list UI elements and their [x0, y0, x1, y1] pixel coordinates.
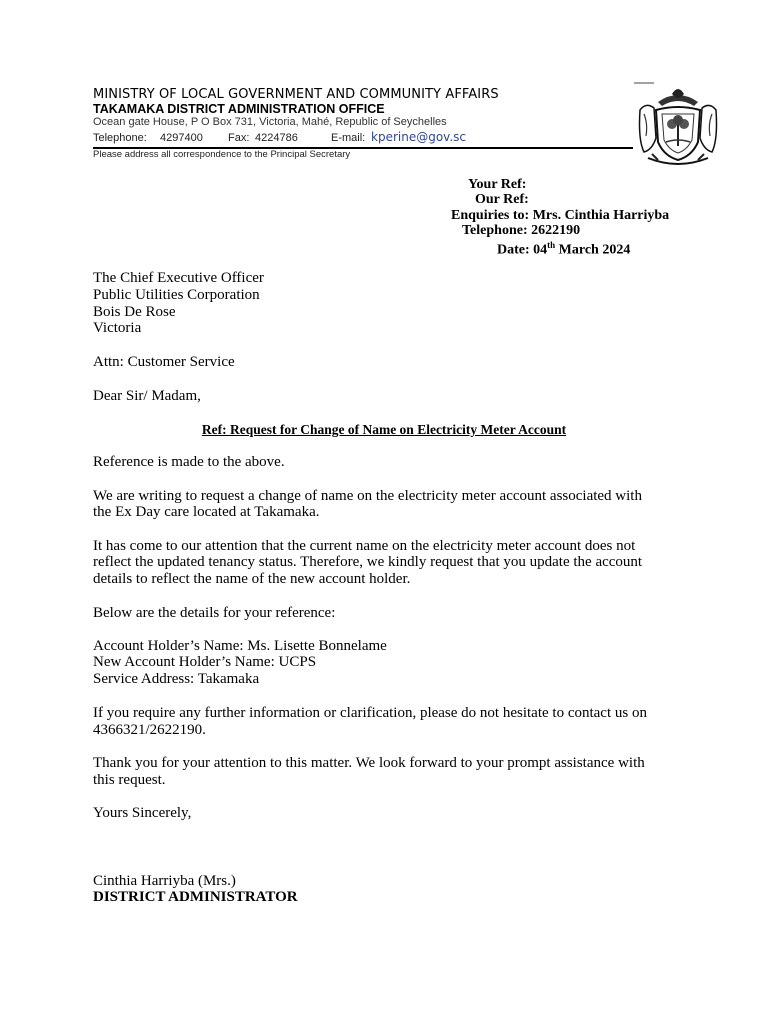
telephone-label: Telephone:	[93, 132, 147, 144]
paragraph-4: Below are the details for your reference:	[93, 605, 336, 621]
paragraph-3-line-1: It has come to our attention that the current name on the electricity meter account does not	[93, 538, 636, 554]
date-day: 04	[533, 242, 548, 258]
email-link[interactable]: kperine@gov.sc	[371, 130, 466, 144]
date-rest: March 2024	[558, 242, 631, 258]
paragraph-5-line-1: If you require any further information or clarification, please do not hesitate to contact us on	[93, 705, 647, 721]
paragraph-3-line-2: reflect the updated tenancy status. Therefore, we kindly request that you update the account	[93, 554, 643, 570]
ministry-name: MINISTRY OF LOCAL GOVERNMENT AND COMMUNITY AFFAIRS	[93, 87, 499, 102]
signatory-title: DISTRICT ADMINISTRATOR	[93, 889, 298, 905]
seychelles-coat-of-arms-icon	[632, 80, 724, 170]
telephone-number: 4297400	[160, 132, 203, 144]
your-ref-label: Your Ref:	[468, 177, 527, 192]
salutation: Dear Sir/ Madam,	[93, 388, 201, 404]
office-address: Ocean gate House, P O Box 731, Victoria, Mahé, Republic of Seychelles	[93, 116, 447, 128]
paragraph-3-line-3: details to reflect the name of the new account holder.	[93, 571, 411, 587]
date-suffix: th	[547, 240, 556, 250]
email-label: E-mail:	[331, 132, 366, 144]
detail-new-account-holder: New Account Holder’s Name: UCPS	[93, 654, 317, 670]
enquiries-line	[451, 208, 669, 223]
enquiries-label: Enquiries to:	[451, 208, 530, 223]
recipient-line-3: Bois De Rose	[93, 304, 176, 320]
closing: Yours Sincerely,	[93, 805, 192, 821]
attention-line: Attn: Customer Service	[93, 354, 235, 370]
correspondence-note: Please address all correspondence to the Principal Secretary	[93, 149, 351, 160]
paragraph-2-line-2: the Ex Day care located at Takamaka.	[93, 504, 320, 520]
detail-service-address: Service Address: Takamaka	[93, 671, 260, 687]
reference-telephone-line	[462, 223, 580, 238]
reference-telephone-label: Telephone:	[462, 223, 528, 238]
fax-number: 4224786	[255, 132, 298, 144]
our-ref-label: Our Ref:	[475, 192, 529, 207]
date-label: Date:	[497, 242, 530, 258]
signatory-name: Cinthia Harriyba (Mrs.)	[93, 873, 236, 889]
recipient-line-2: Public Utilities Corporation	[93, 287, 260, 303]
office-name: TAKAMAKA DISTRICT ADMINISTRATION OFFICE	[93, 102, 385, 116]
paragraph-6-line-1: Thank you for your attention to this matter. We look forward to your prompt assistance with	[93, 755, 645, 771]
contact-line	[93, 130, 466, 144]
paragraph-2-line-1: We are writing to request a change of name on the electricity meter account associated with	[93, 488, 642, 504]
subject-line: Ref: Request for Change of Name on Electricity Meter Account	[201, 422, 567, 437]
detail-account-holder: Account Holder’s Name: Ms. Lisette Bonnelame	[93, 638, 387, 654]
fax-label: Fax:	[228, 132, 250, 144]
enquiries-value: Mrs. Cinthia Harriyba	[532, 208, 670, 223]
reference-telephone-value: 2622190	[531, 223, 581, 238]
date-line	[497, 238, 630, 258]
recipient-line-4: Victoria	[93, 320, 142, 336]
paragraph-5-line-2: 4366321/2622190.	[93, 722, 206, 738]
paragraph-1: Reference is made to the above.	[93, 454, 285, 470]
recipient-line-1: The Chief Executive Officer	[93, 270, 264, 286]
paragraph-6-line-2: this request.	[93, 772, 166, 788]
